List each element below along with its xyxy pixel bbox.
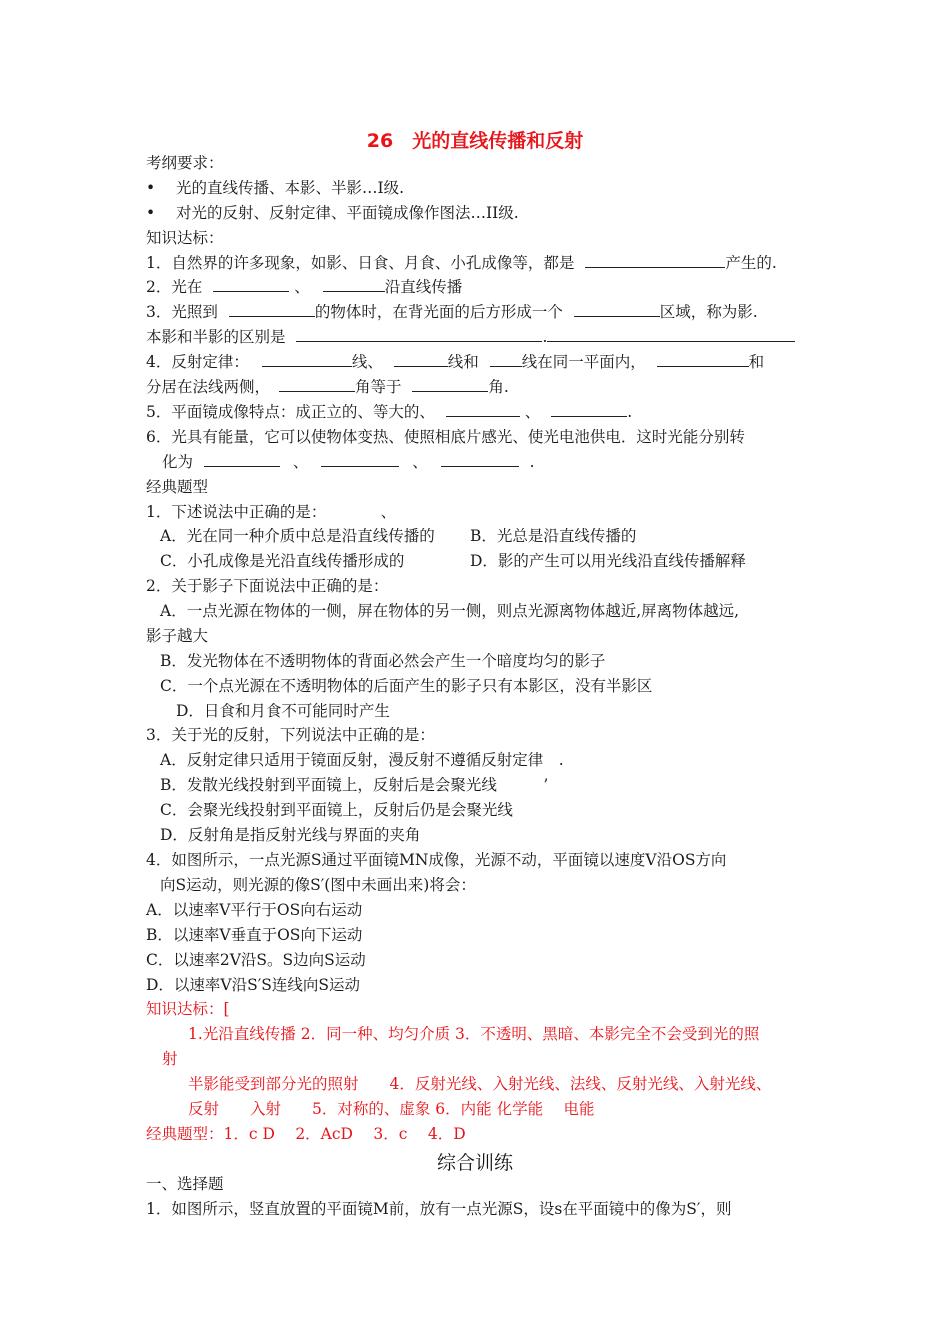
- answers-heading: 知识达标：[: [146, 1000, 230, 1018]
- knowledge-question-3: [146, 302, 758, 322]
- question-text: .: [529, 453, 535, 471]
- answer-blank: [547, 327, 795, 342]
- knowledge-question-3-continued: [146, 327, 795, 347]
- question-text: 角.: [488, 378, 509, 396]
- classic-question-3: 3．关于光的反射，下列说法中正确的是：: [146, 726, 435, 744]
- question-text: 角等于: [354, 378, 402, 396]
- classic-answers: 经典题型：1．c D 2．AcD 3．c 4．D: [146, 1125, 466, 1143]
- answer-blank: [490, 352, 522, 367]
- question-text: 、: [294, 278, 310, 296]
- answer-blank: [657, 352, 749, 367]
- option-a-continued: 影子越大: [146, 627, 209, 645]
- answer-blank: [204, 452, 280, 467]
- classic-question-4-continued: 向S运动，则光源的像S′(图中未画出来)将会：: [160, 876, 476, 894]
- bullet-icon: •: [146, 179, 156, 197]
- answer-blank: [321, 452, 399, 467]
- bullet-icon: •: [146, 204, 156, 222]
- requirement-text: 对光的反射、反射定律、平面镜成像作图法…ⅠⅠ级.: [176, 204, 519, 222]
- question-text: 线、: [351, 353, 383, 371]
- option-d: D．影的产生可以用光线沿直线传播解释: [470, 552, 746, 570]
- requirements-heading: 考纲要求：: [146, 154, 224, 172]
- question-text: 本影和半影的区别是: [146, 328, 286, 346]
- option-a: A．以速率V平行于OS向右运动: [146, 901, 363, 919]
- page-title: 26 光的直线传播和反射: [366, 130, 584, 152]
- option-d: D．反射角是指反射光线与界面的夹角: [160, 826, 421, 844]
- option-a: A．光在同一种介质中总是沿直线传播的: [160, 527, 435, 545]
- knowledge-question-1: [146, 253, 777, 273]
- answers-line: 1.光沿直线传播 2．同一种、均匀介质 3．不透明、黑暗、本影完全不会受到光的照: [188, 1025, 760, 1043]
- question-text: 4．反射定律：: [146, 353, 249, 371]
- answer-blank: [394, 352, 448, 367]
- knowledge-question-2: [146, 277, 462, 297]
- answer-blank: [551, 402, 627, 417]
- option-c: C．会聚光线投射到平面镜上，反射后仍是会聚光线: [160, 801, 513, 819]
- question-text: 线在同一平面内，: [521, 353, 646, 371]
- option-b: B．发光物体在不透明物体的背面必然会产生一个暗度均匀的影子: [160, 652, 606, 670]
- training-question-1: 1．如图所示，竖直放置的平面镜M前，放有一点光源S，设s在平面镜中的像为S′，则: [146, 1200, 732, 1218]
- question-text: .: [627, 403, 633, 421]
- question-text: 的物体时，在背光面的后方形成一个: [314, 303, 563, 321]
- option-d: D．日食和月食不可能同时产生: [176, 702, 390, 720]
- answer-blank: [296, 327, 542, 342]
- question-text: 和: [748, 353, 765, 371]
- answer-blank: [412, 377, 488, 392]
- question-text: 、: [412, 453, 428, 471]
- requirement-text: 光的直线传播、本影、半影…Ⅰ级.: [176, 179, 405, 197]
- option-b: B．以速率V垂直于OS向下运动: [146, 926, 363, 944]
- answers-line: 半影能受到部分光的照射 4．反射光线、入射光线、法线、反射光线、入射光线、: [188, 1075, 772, 1093]
- classic-question-4: 4．如图所示，一点光源S通过平面镜MN成像，光源不动，平面镜以速度V沿OS方向: [146, 851, 727, 869]
- question-text: 2．光在: [146, 278, 203, 296]
- option-c: C．以速率2V沿S。S边向S运动: [146, 951, 366, 969]
- question-text: 、: [524, 403, 541, 421]
- requirement-item: [146, 203, 519, 223]
- answer-blank: [262, 352, 352, 367]
- requirement-item: [146, 178, 404, 198]
- question-text: 产生的.: [725, 254, 777, 272]
- classic-question-1: 1．下述说法中正确的是： 、: [146, 503, 397, 521]
- option-c: C．一个点光源在不透明物体的后面产生的影子只有本影区，没有半影区: [160, 677, 653, 695]
- classic-question-2: 2．关于影子下面说法中正确的是：: [146, 577, 389, 595]
- option-b: B．发散光线投射到平面镜上，反射后是会聚光线 ’: [160, 776, 549, 794]
- question-text: 化为: [162, 453, 194, 471]
- option-a: A．一点光源在物体的一侧，屏在物体的另一侧，则点光源离物体越近,屏离物体越远,: [160, 602, 740, 620]
- answers-line: 射: [162, 1050, 178, 1068]
- section-heading: 一、选择题: [146, 1175, 224, 1193]
- knowledge-question-4: [146, 352, 764, 372]
- option-c: C．小孔成像是光沿直线传播形成的: [160, 552, 405, 570]
- classic-heading: 经典题型: [146, 478, 209, 496]
- option-b: B．光总是沿直线传播的: [470, 527, 637, 545]
- question-text: 区域，称为影.: [659, 303, 758, 321]
- option-d: D．以速率V沿S′S连线向S运动: [146, 976, 360, 994]
- answer-blank: [441, 452, 519, 467]
- knowledge-question-6-continued: [162, 452, 535, 472]
- section-title: 综合训练: [436, 1152, 513, 1174]
- question-text: 3．光照到: [146, 303, 218, 321]
- answer-blank: [446, 402, 520, 417]
- question-text: 1．自然界的许多现象，如影、日食、月食、小孔成像等，都是: [146, 254, 575, 272]
- answer-blank: [213, 277, 289, 292]
- answer-blank: [229, 302, 315, 317]
- option-a: A．反射定律只适用于镜面反射，漫反射不遵循反射定律 .: [160, 751, 564, 769]
- question-text: 分居在法线两侧，: [146, 378, 271, 396]
- question-text: 5．平面镜成像特点：成正立的、等大的、: [146, 403, 435, 421]
- answer-blank: [279, 377, 355, 392]
- question-text: 线和: [447, 353, 479, 371]
- answers-line: 反射 入射 5．对称的、虚象 6．内能 化学能 电能: [188, 1100, 595, 1118]
- answer-blank: [574, 302, 660, 317]
- question-text: 、: [292, 453, 309, 471]
- answer-blank: [585, 253, 725, 268]
- knowledge-question-4-continued: [146, 377, 509, 397]
- knowledge-question-5: [146, 402, 632, 422]
- question-text: .: [542, 328, 548, 346]
- question-text: 沿直线传播: [384, 278, 463, 296]
- knowledge-heading: 知识达标：: [146, 229, 224, 247]
- answer-blank: [323, 277, 385, 292]
- knowledge-question-6: 6．光具有能量，它可以使物体变热、使照相底片感光、使光电池供电．这时光能分别转: [146, 428, 745, 446]
